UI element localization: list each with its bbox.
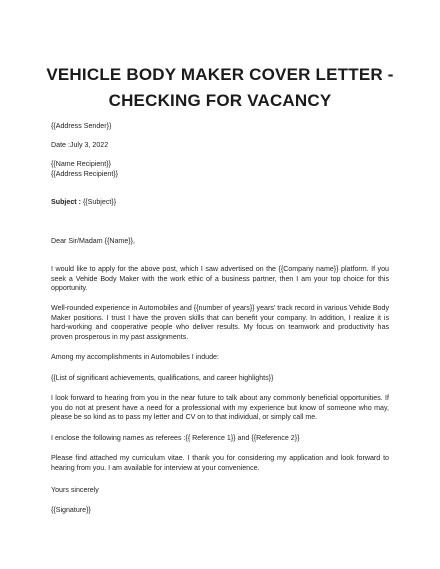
title-line-1: VEHICLE BODY MAKER COVER LETTER -	[46, 65, 394, 84]
salutation: Dear Sir/Madam {{Name}},	[51, 237, 135, 245]
document-title	[40, 62, 400, 114]
paragraph-accomplishments-intro: Among my accomplishments in Automobiles I indude:	[51, 353, 219, 361]
title-line-2: CHECKING FOR VACANCY	[108, 91, 332, 110]
paragraph-experience: Well-rounded experience in Automobiles and {{number of years}} years' track record in various Vehide Body Maker positions. I trust I have the proven skills that can benefit your company. In addition, I realize it is hard-working and cooperative people who deliver results. My focus on teamwork and productivity has proven prosperous in my past assignments.	[51, 304, 389, 341]
name-recipient: {{Name Recipient}}	[51, 160, 111, 168]
subject-label: Subject :	[51, 198, 81, 206]
paragraph-closing: Please find attached my curriculum vitae. I thank you for considering my application and look forward to hearing from you. I am available for interview at your convenience.	[51, 454, 389, 472]
address-sender: {{Address Sender}}	[51, 122, 112, 130]
closing-phrase: Yours sincerely	[51, 486, 99, 494]
letter-date: Date :July 3, 2022	[51, 141, 109, 149]
paragraph-follow-up: I look forward to hearing from you in the near future to talk about any commonly beneficial opportunities. If you do not at present have a need for a professional with my experience but know of someone who may, please be so kind as to pass my letter and CV on to that individual, or simply call me.	[51, 394, 389, 422]
paragraph-referees: I enclose the following names as referees :{{ Reference 1}} and {{Reference 2}}	[51, 434, 300, 442]
paragraph-achievements-list: {{List of significant achievements, qualifications, and career highlights}}	[51, 374, 274, 382]
paragraph-intro: I would like to apply for the above post, which I saw advertised on the {{Company name}} platform. If you seek a Vehide Body Maker with the work ethic of a business partner, then I am your top choice for this opportunity.	[51, 265, 389, 293]
subject-line	[51, 198, 389, 208]
address-recipient: {{Address Recipient}}	[51, 170, 119, 178]
subject-value: {{Subject}}	[80, 198, 117, 206]
signature-placeholder: {{Signature}}	[51, 506, 91, 514]
